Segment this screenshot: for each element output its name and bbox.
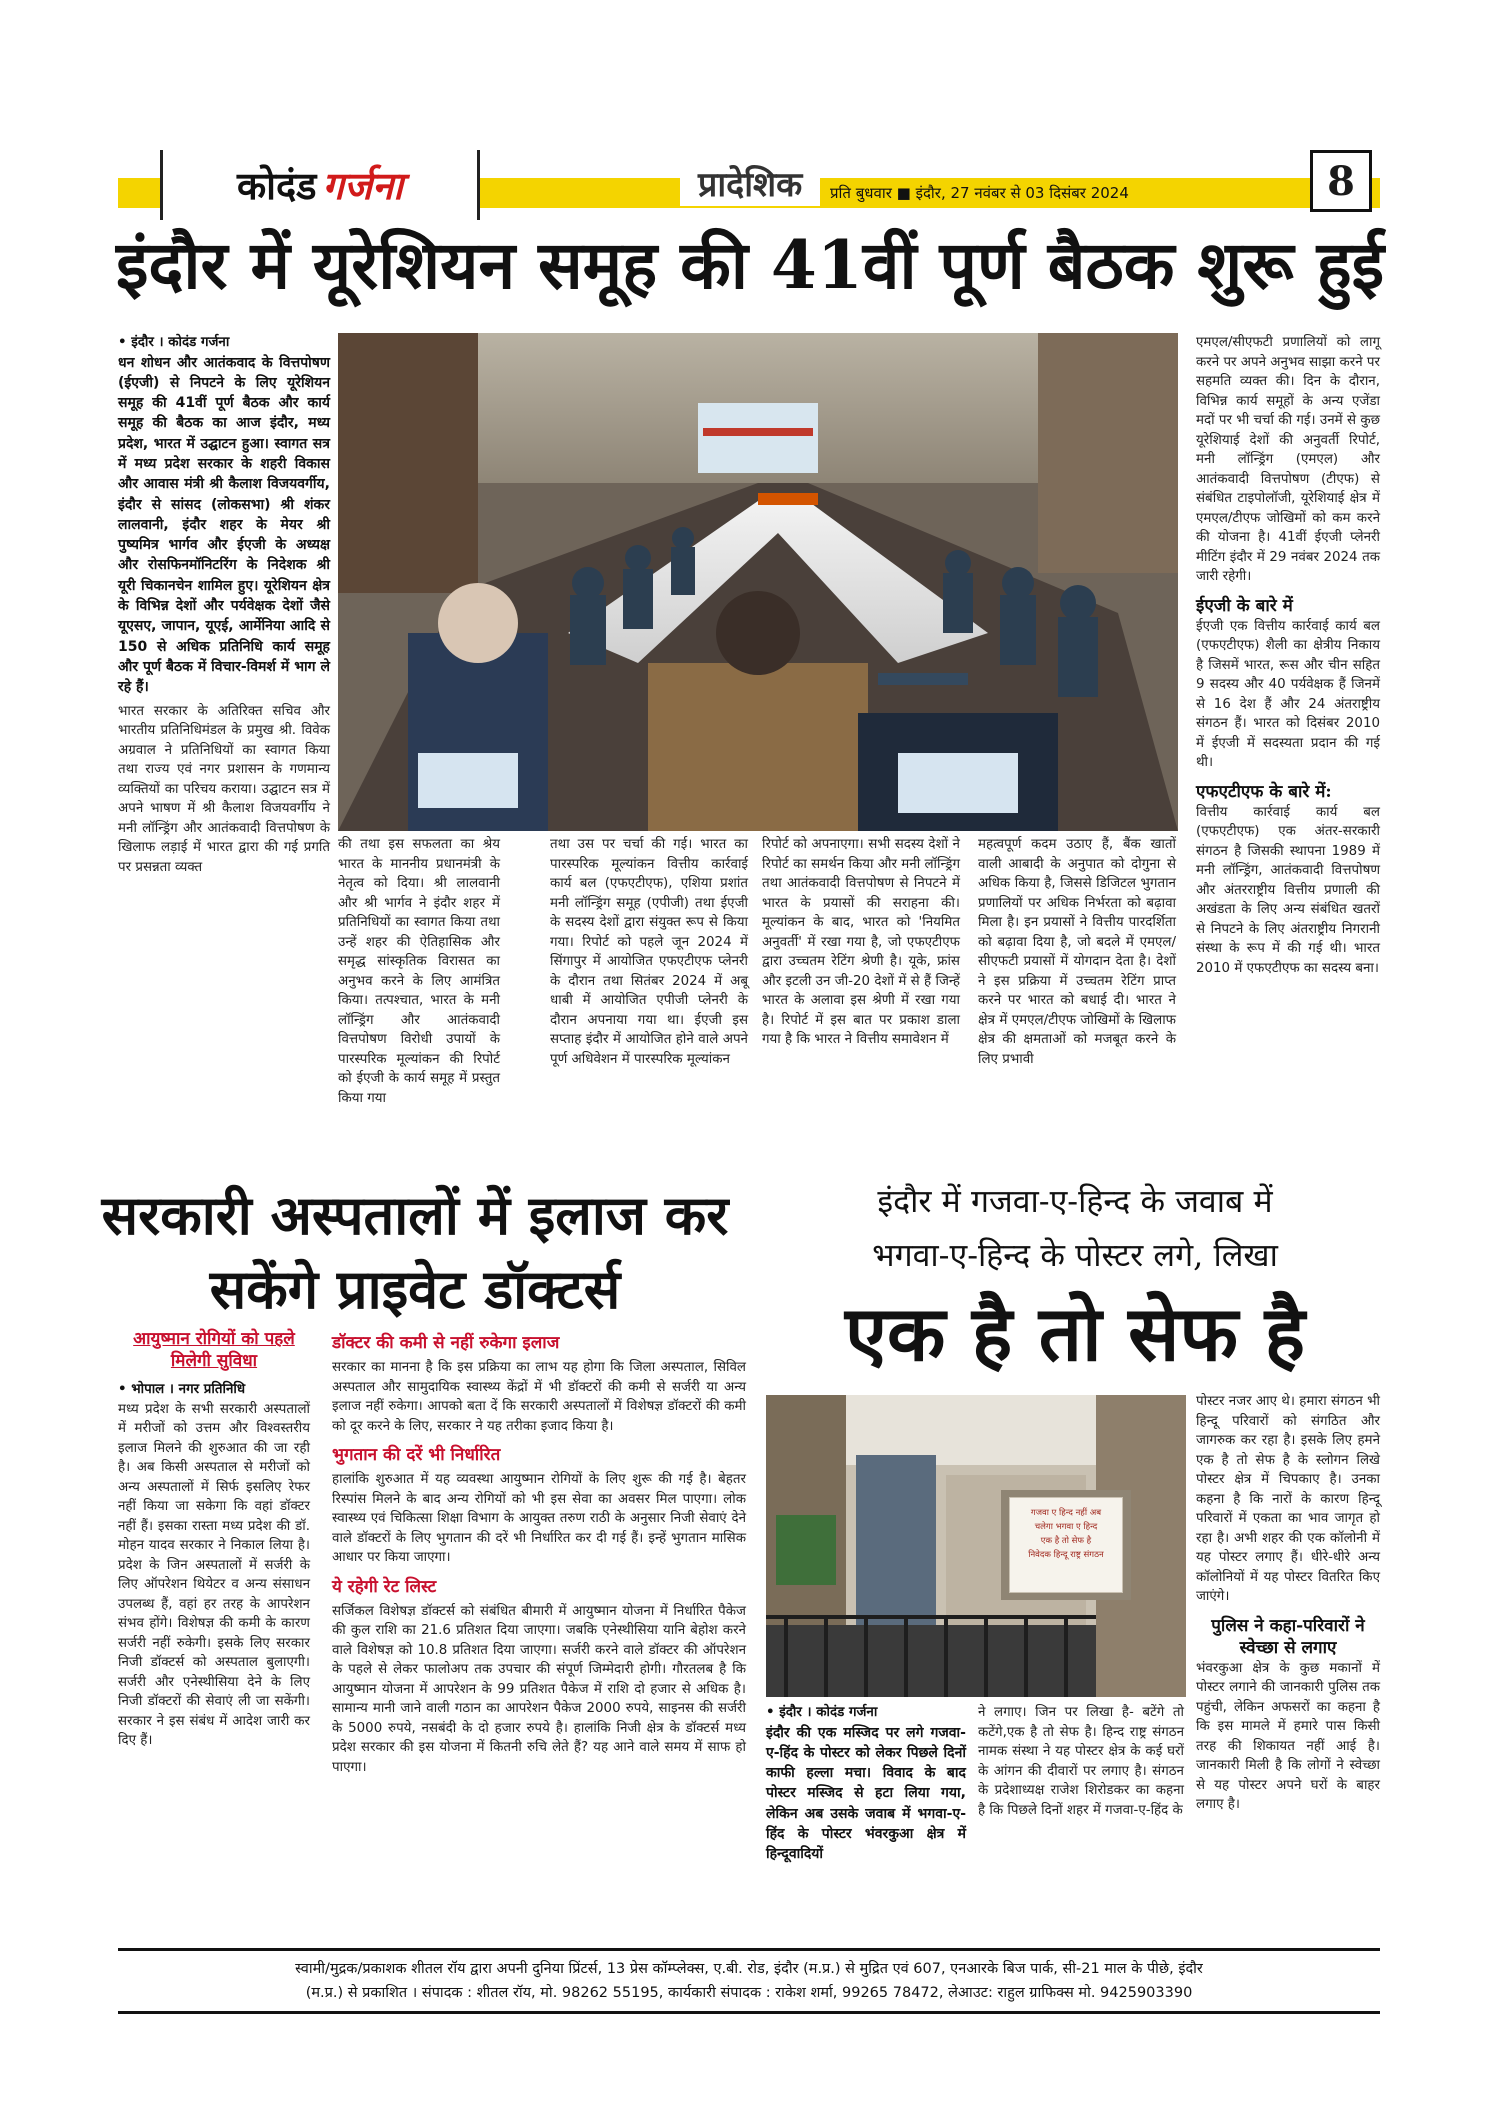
story3-column-3 — [1196, 1392, 1380, 1815]
story3-headline: एक है तो सेफ है — [845, 1289, 1305, 1378]
imprint-line-2: (म.प्र.) से प्रकाशित । संपादक : शीतल रॉय, मो. 98262 55195, कार्यकारी संपादक : राकेश शर्मा, 99265 78472, लेआउट: राहुल ग्राफिक्स मो. 9425903390 — [305, 1985, 1193, 2001]
story3-dateline: • इंदौर । कोदंड गर्जना — [766, 1705, 878, 1720]
story2-col1-text: मध्य प्रदेश के सभी सरकारी अस्पतालों में मरीजों को उत्तम और विश्वस्तरीय इलाज मिलने की शुरुआत की जा रही है। अब किसी अस्पताल से मरीजों को अन्य अस्पतालों में सिर्फ इसलिए रेफर नहीं किया जा सकेगा कि वहां डॉक्टर नहीं हैं। इसका रास्ता मध्य प्रदेश की डॉ. मोहन यादव सरकार ने निकाल लिया है। प्रदेश के जिन अस्पतालों में सर्जरी के लिए ऑपरेशन थियेटर व अन्य संसाधन उपलब्ध हैं, वहां हर तरह के आपरेशन संभव होंगे। विशेषज्ञ की कमी के कारण सर्जरी नहीं रुकेगी। इसके लिए सरकार निजी डॉक्टर्स को अस्पताल बुलाएगी। सर्जरी और एनेस्थीसिया देने के लिए निजी डॉक्टरों की सेवाएं ली जा सकेंगी। सरकार ने इस संबंध में आदेश जारी कर दिए हैं। — [118, 1401, 310, 1748]
fatf-subheading: एफएटीएफ के बारे में: — [1196, 781, 1332, 802]
story1-column-1 — [118, 333, 330, 877]
story1-col1-text: भारत सरकार के अतिरिक्त सचिव और भारतीय प्रतिनिधिमंडल के प्रमुख श्री. विवेक अग्रवाल ने प्रतिनिधियों का स्वागत किया तथा राज्य एवं नगर प्रशासन के गणमान्य व्यक्तियों का परिचय कराया। उद्घाटन सत्र में अपने भाषण में श्री कैलाश विजयवर्गीय ने मनी लॉन्ड्रिंग और आतंकवादी वित्तपोषण के खिलाफ लड़ाई में भारत द्वारा की गई प्रगति पर प्रसन्नता व्यक्त — [118, 703, 330, 875]
masthead-part1: कोदंड — [236, 163, 317, 208]
story2-text-1: सरकार का मानना है कि इस प्रक्रिया का लाभ यह होगा कि जिला अस्पताल, सिविल अस्पताल और सामुदायिक स्वास्थ्य केंद्रों में भी डॉक्टरों की कमी से सर्जरी या अन्य इलाज नहीं रुकेगा। आपको बता दें कि सरकारी अस्पतालों में विशेषज्ञ डॉक्टरों की कमी को दूर करने के लिए, सरकार ने यह तरीका इजाद किया है। — [332, 1360, 746, 1434]
poster-sign — [1009, 1497, 1123, 1593]
eag-subheading: ईएजी के बारे में — [1196, 595, 1293, 616]
story1-col6-text: एमएल/सीएफटी प्रणालियों को लागू करने पर अपने अनुभव साझा करने पर सहमति व्यक्त की। दिन के दौरान, विभिन्न कार्य समूहों के अन्य एजेंडा मदों पर भी चर्चा की गई। उनमें से कुछ यूरेशियाई देशों की अनुवर्ती रिपोर्ट, मनी लॉन्ड्रिंग (एमएल) और आतंकवादी वित्तपोषण (टीएफ) से संबंधित टाइपोलॉजी, यूरेशियाई क्षेत्र में एमएल/टीएफ जोखिमों को कम करने की योजना है। 41वीं ईएजी प्लेनरी मीटिंग इंदौर में 29 नवंबर 2024 तक जारी रहेगी। — [1196, 335, 1380, 584]
story2-column-2 — [332, 1332, 746, 1777]
story1-lead: धन शोधन और आतंकवाद के वित्तपोषण (ईएजी) से निपटने के लिए यूरेशियन समूह की 41वीं पूर्ण बैठक और कार्य समूह की बैठक का आज इंदौर, मध्य प्रदेश, भारत में उद्घाटन हुआ। स्वागत सत्र में मध्य प्रदेश सरकार के शहरी विकास और आवास मंत्री श्री कैलाश विजयवर्गीय, इंदौर से सांसद (लोकसभा) श्री शंकर लालवानी, इंदौर शहर के मेयर श्री पुष्यमित्र भार्गव और ईएजी के अध्यक्ष और रोसफिनमॉनिटरिंग के निदेशक श्री यूरी चिकानचेन शामिल हुए। यूरेशियन क्षेत्र के विभिन्न देशों और पर्यवेक्षक देशों जैसे यूएसए, जापान, यूएई, आर्मेनिया आदि से 150 से अधिक प्रतिनिधि कार्य समूह और पूर्ण बैठक में विचार-विमर्श में भाग ले रहे हैं। — [118, 354, 330, 696]
story3-subheading: पुलिस ने कहा-परिवारों ने स्वेच्छा से लगाए — [1211, 1615, 1365, 1658]
poster-line-1: गजवा ए हिन्द नहीं अब — [1030, 1508, 1102, 1518]
page-number: 8 — [1310, 150, 1372, 212]
story3-sub-text: भंवरकुआ क्षेत्र के कुछ मकानों में पोस्टर लगाने की जानकारी पुलिस तक पहुंची, लेकिन अफसरों का कहना है कि इस मामले में हमारे पास किसी तरह की शिकायत नहीं आई है। जानकारी मिली है कि लोगों ने स्वेच्छा से यह पोस्टर अपने घरों के बाहर लगाए है। — [1196, 1660, 1380, 1812]
masthead-part2: गर्जना — [322, 163, 404, 208]
story1-column-5: महत्वपूर्ण कदम उठाए हैं, बैंक खातों वाली आबादी के अनुपात को दोगुना से अधिक किया है, जिससे डिजिटल भुगतान प्रणालियों पर अधिक निर्भरता को बढ़ावा मिला है। इन प्रयासों ने वित्तीय पारदर्शिता को बढ़ावा दिया है, जो बदले में एमएल/सीएफटी प्रयासों में योगदान देता है। देशों ने इस प्रक्रिया में उच्चतम रेटिंग प्राप्त करने पर भारत को बधाई दी। भारत ने क्षेत्र में एमएल/टीएफ जोखिमों के खिलाफ क्षेत्र की क्षमताओं को मजबूत करने के लिए प्रभावी — [978, 837, 1176, 1067]
story3-deck-line1: इंदौर में गजवा-ए-हिन्द के जवाब में — [877, 1182, 1273, 1220]
story2-subheading-3: ये रहेगी रेट लिस्ट — [332, 1576, 437, 1597]
story3-deck — [780, 1174, 1370, 1282]
meeting-photo — [338, 333, 1178, 831]
story2-kicker: आयुष्मान रोगियों को पहले मिलेगी सुविधा — [133, 1329, 295, 1371]
story1-headline: इंदौर में यूरेशियन समूह की 41वीं पूर्ण बैठक शुरू हुई — [115, 226, 1385, 304]
story2-subheading-1: डॉक्टर की कमी से नहीं रुकेगा इलाज — [332, 1333, 560, 1353]
fatf-text: वित्तीय कार्रवाई कार्य बल (एफएटीएफ) एक अंतर-सरकारी संगठन है जिसकी स्थापना 1989 में मनी लॉन्ड्रिंग, आतंकवादी वित्तपोषण और अंतरराष्ट्रीय वित्तीय प्रणाली की अखंडता के लिए अन्य संबंधित खतरों से निपटने के लिए अंतराष्ट्रीय निगरानी संस्था के रूप में की गई थी। भारत 2010 में एफएटीएफ का सदस्य बना। — [1196, 804, 1380, 976]
story2-column-1 — [118, 1328, 310, 1751]
imprint-footer — [118, 1948, 1380, 2014]
story2-headline: सरकारी अस्पतालों में इलाज कर सकेंगे प्राइवेट डॉक्टर्स — [101, 1183, 729, 1321]
issue-dateline: प्रति बुधवार ■ इंदौर, 27 नवंबर से 03 दिसंबर 2024 — [830, 184, 1129, 202]
poster-line-3: एक है तो सेफ है — [1040, 1536, 1092, 1546]
story2-text-3: सर्जिकल विशेषज्ञ डॉक्टर्स को संबंधित बीमारी में आयुष्मान योजना में निर्धारित पैकेज की कुल राशि का 21.6 प्रतिशत दिया जाएगा। जबकि एनेस्थीसिया यानि बेहोश करने वाले विशेषज्ञ को 10.8 प्रतिशत दिया जाएगा। सर्जरी करने वाले डॉक्टर की ऑपरेशन के पहले से लेकर फालोअप तक उपचार की संपूर्ण जिम्मेदारी होगी। गौरतलब है कि आयुष्मान योजना में आपरेशन के 99 प्रतिशत पैकेज में राशि दो हजार से अधिक है। सामान्य मानी जाने वाली गठान का आपरेशन पैकेज 2000 रुपये, साइनस की सर्जरी के 5000 रुपये, नसबंदी के दो हजार रुपये है। हालांकि निजी क्षेत्र के डॉक्टर्स मध्य प्रदेश सरकार की इस योजना में कितनी रुचि लेते हैं? यह आने वाले समय में साफ हो पाएगा। — [332, 1603, 746, 1775]
poster-line-4: निवेदक हिन्दू राष्ट्र संगठन — [1028, 1550, 1104, 1560]
story2-subheading-2: भुगतान की दरें भी निर्धारित — [332, 1445, 501, 1465]
story2-text-2: हालांकि शुरुआत में यह व्यवस्था आयुष्मान रोगियों के लिए शुरू की गई है। बेहतर रिस्पांस मिलने के बाद अन्य रोगियों को भी इस सेवा का अवसर मिल पाएगा। लोक स्वास्थ्य एवं चिकित्सा शिक्षा विभाग के आयुक्त तरुण राठी के अनुसार निजी सेवाएं देने वाले डॉक्टरों के लिए भुगतान की दरें भी निर्धारित कर दी गई हैं। इन्हें भुगतान मासिक आधार पर किया जाएगा। — [332, 1472, 746, 1565]
imprint-line-1: स्वामी/मुद्रक/प्रकाशक शीतल रॉय द्वारा अपनी दुनिया प्रिंटर्स, 13 प्रेस कॉम्प्लेक्स, ए.बी. रोड, इंदौर (म.प्र.) से मुद्रित एवं 607, एनआरके बिज पार्क, सी-21 माल के पीछे, इंदौर — [295, 1961, 1203, 1977]
story1-column-3: तथा उस पर चर्चा की गई। भारत का पारस्परिक मूल्यांकन वित्तीय कार्रवाई कार्य बल (एफएटीएफ), एशिया प्रशांत मनी लॉन्ड्रिंग समूह (एपीजी) तथा ईएजी के सदस्य देशों द्वारा संयुक्त रूप से किया गया। रिपोर्ट को पहले जून 2024 में सिंगापुर में आयोजित एफएटीएफ प्लेनरी के दौरान तथा सितंबर 2024 में अबू धाबी में आयोजित एपीजी प्लेनरी के दौरान अपनाया गया था। ईएजी इस सप्ताह इंदौर में आयोजित होने वाले अपने पूर्ण अधिवेशन में पारस्परिक मूल्यांकन — [550, 837, 748, 1067]
story3-column-1 — [766, 1703, 966, 1865]
poster-line-2: चलेगा भगवा ए हिन्द — [1034, 1522, 1098, 1532]
poster-photo — [766, 1395, 1186, 1697]
masthead-logo — [160, 150, 480, 220]
story2-dateline: • भोपाल । नगर प्रतिनिधि — [118, 1382, 246, 1397]
eag-text: ईएजी एक वित्तीय कार्रवाई कार्य बल (एफएटीएफ) शैली का क्षेत्रीय निकाय है जिसमें भारत, रूस और चीन सहित 9 सदस्य और 40 पर्यवेक्षक हैं जिनमें से 16 देश हैं और 24 अंतराष्ट्रीय संगठन हैं। भारत को दिसंबर 2010 में ईएजी में सदस्यता प्रदान की गई थी। — [1196, 618, 1380, 770]
story3-col3-text: पोस्टर नजर आए थे। हमारा संगठन भी हिन्दू परिवारों को संगठित और जागरुक कर रहा है। इसके लिए हमने एक है तो सेफ है के स्लोगन लिखे पोस्टर क्षेत्र में चिपकाए है। उनका कहना है कि नारों के कारण हिन्दू परिवारों में एकता का भाव जागृत हो रहा है। अभी शहर की एक कॉलोनी में यह पोस्टर लगाए हैं। धीरे-धीरे अन्य कॉलोनियों में यह पोस्टर वितरित किए जाएंगे। — [1196, 1394, 1380, 1604]
story1-column-2: की तथा इस सफलता का श्रेय भारत के माननीय प्रधानमंत्री के नेतृत्व को दिया। श्री लालवानी और श्री भार्गव ने इंदौर शहर में प्रतिनिधियों का स्वागत किया तथा उन्हें शहर की ऐतिहासिक और समृद्ध सांस्कृतिक विरासत का अनुभव करने के लिए आमंत्रित किया। तत्पश्चात, भारत के मनी लॉन्ड्रिंग और आतंकवादी वित्तपोषण विरोधी उपायों के पारस्परिक मूल्यांकन की रिपोर्ट को ईएजी के कार्य समूह में प्रस्तुत किया गया — [338, 837, 500, 1106]
story3-lead: इंदौर की एक मस्जिद पर लगे गजवा-ए-हिंद के पोस्टर को लेकर पिछले दिनों काफी हल्ला मचा। विवाद के बाद पोस्टर मस्जिद से हटा लिया गया, लेकिन अब उसके जवाब में भगवा-ए-हिंद के पोस्टर भंवरकुआ क्षेत्र में हिन्दूवादियों — [766, 1724, 966, 1863]
story1-dateline: • इंदौर । कोदंड गर्जना — [118, 335, 230, 350]
story1-column-4: रिपोर्ट को अपनाएगा। सभी सदस्य देशों ने रिपोर्ट का समर्थन किया और मनी लॉन्ड्रिंग तथा आतंकवादी वित्तपोषण से निपटने में भारत के प्रयासों की सराहना की। मूल्यांकन के बाद, भारत को 'नियमित अनुवर्ती' में रखा गया है, जो एफएटीएफ द्वारा उच्चतम रेटिंग श्रेणी है। यूके, फ्रांस और इटली उन जी-20 देशों में से हैं जिन्हें भारत के अलावा इस श्रेणी में रखा गया है। रिपोर्ट में इस बात पर प्रकाश डाला गया है कि भारत ने वित्तीय समावेशन में — [762, 837, 960, 1047]
story3-column-2: ने लगाए। जिन पर लिखा है- बटेंगे तो कटेंगे,एक है तो सेफ है। हिन्द राष्ट्र संगठन नामक संस्था ने यह पोस्टर क्षेत्र के कई घरों के आंगन की दीवारों पर लगाए है। संगठन के प्रदेशाध्यक्ष राजेश शिरोडकर का कहना है कि पिछले दिनों शहर में गजवा-ए-हिंद के — [978, 1705, 1184, 1818]
story3-deck-line2: भगवा-ए-हिन्द के पोस्टर लगे, लिखा — [872, 1236, 1278, 1274]
section-title: प्रादेशिक — [680, 160, 820, 206]
story1-column-6 — [1196, 333, 1380, 978]
